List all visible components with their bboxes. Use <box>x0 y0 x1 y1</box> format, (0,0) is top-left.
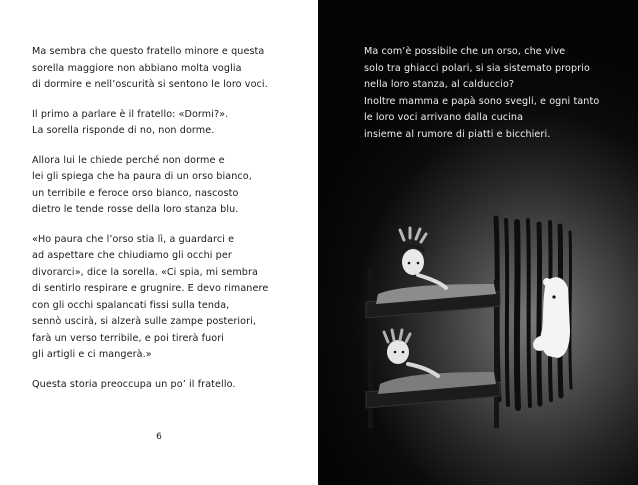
text-line: Questa storia preoccupa un po’ il fratello. <box>32 378 236 390</box>
text-line: sorella maggiore non abbiano molta voglia <box>32 62 242 74</box>
text-line: lei gli spiega che ha paura di un orso bianco, <box>32 171 252 182</box>
text-line: solo tra ghiacci polari, si sia sistemato proprio <box>364 62 590 74</box>
left-page-text <box>32 44 307 406</box>
text-line: Il primo a parlare è il fratello: «Dormi?». <box>32 108 229 120</box>
paragraph <box>32 44 307 94</box>
text-line: di dormire e nell’oscurità si sentono le loro voci. <box>32 79 268 90</box>
text-line: ad aspettare che chiudiamo gli occhi per <box>32 250 232 261</box>
text-line: di sentirlo respirare e grugnire. E devo rimanere <box>32 283 269 294</box>
paragraph <box>32 232 307 364</box>
text-line: gli artigli e ci mangerà.» <box>32 349 152 360</box>
paragraph <box>32 377 307 394</box>
left-page <box>0 0 318 485</box>
right-page <box>318 0 638 485</box>
text-line: Ma com’è possibile che un orso, che vive <box>364 46 566 57</box>
text-line: insieme al rumore di piatti e bicchieri. <box>364 128 551 140</box>
text-line: divorarci», dice la sorella. «Ci spia, mi sembra <box>32 266 259 278</box>
brother-figure <box>384 330 438 376</box>
page-number: 6 <box>156 432 162 442</box>
text-line: con gli occhi spalancati fissi sulla tenda, <box>32 299 230 311</box>
text-line: nella loro stanza, al calduccio? <box>364 79 515 90</box>
text-line: le loro voci arrivano dalla cucina <box>364 112 524 123</box>
text-line: dietro le tende rosse della loro stanza blu. <box>32 204 239 215</box>
text-line: «Ho paura che l’orso stia lì, a guardarci e <box>32 233 235 245</box>
text-line: Ma sembra che questo fratello minore e questa <box>32 46 265 57</box>
text-line: un terribile e feroce orso bianco, nascosto <box>32 187 239 199</box>
text-line: La sorella risponde di no, non dorme. <box>32 125 215 136</box>
text-line: Allora lui le chiede perché non dorme e <box>32 154 225 166</box>
paragraph <box>32 107 307 140</box>
text-line: farà un verso terribile, e poi tirerà fuori <box>32 332 225 344</box>
bedroom-illustration <box>318 0 638 485</box>
bunk-bed <box>366 228 500 428</box>
text-line: Inoltre mamma e papà sono svegli, e ogni tanto <box>364 95 600 107</box>
sister-figure <box>400 228 446 288</box>
text-line: sennò uscirà, si alzerà sulle zampe posteriori, <box>32 316 257 327</box>
paragraph <box>32 153 307 219</box>
